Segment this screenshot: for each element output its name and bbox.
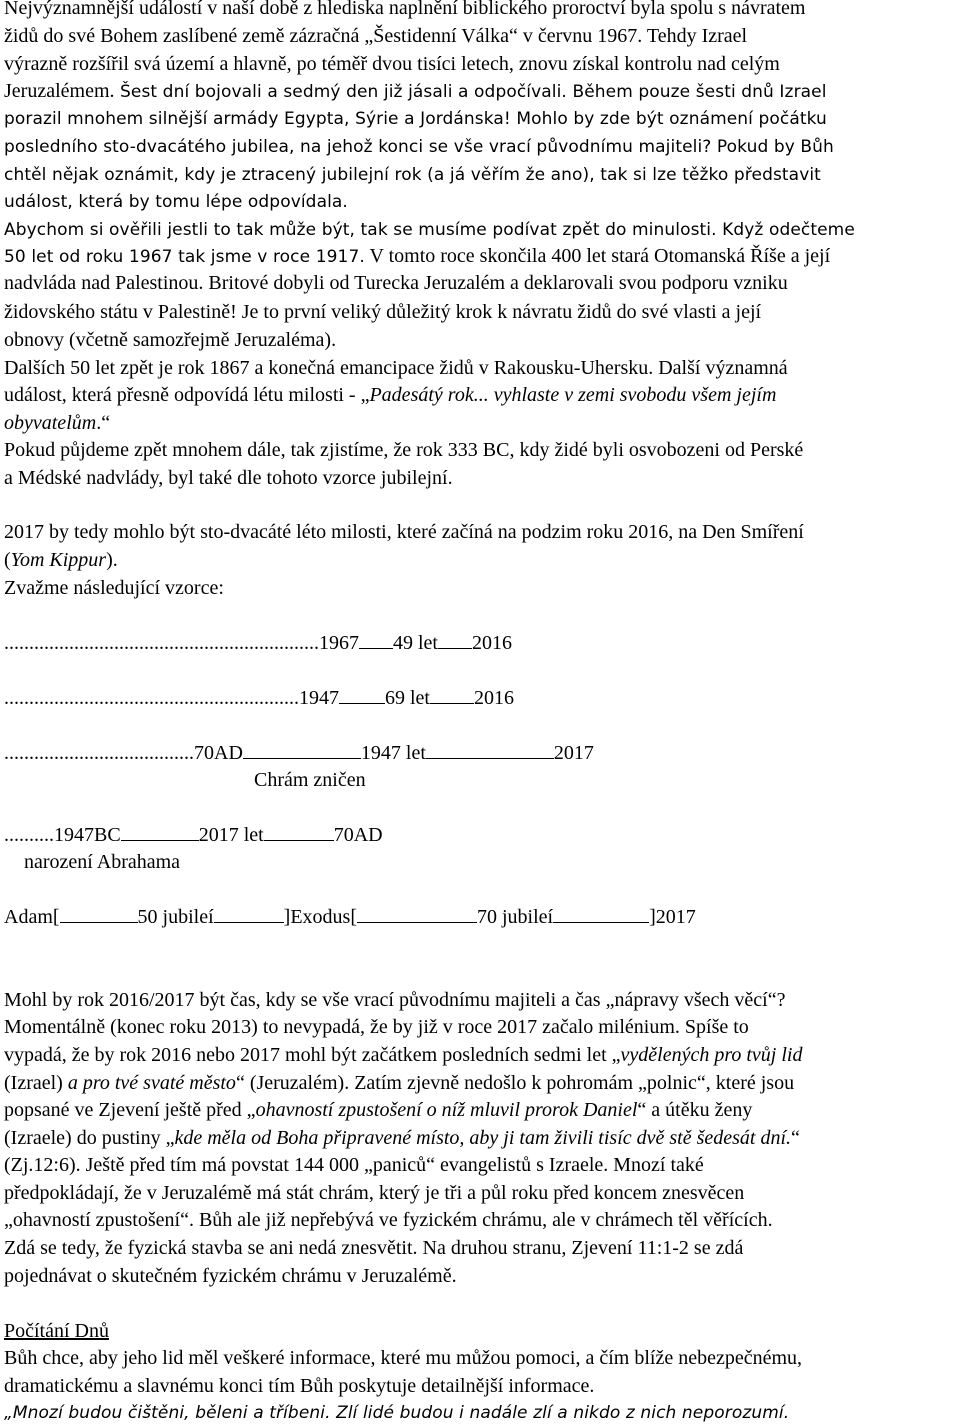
text-line: předpokládají, že v Jeruzalémě má stát chrám, který je tři a půl roku před koncem znesvěcen — [4, 1182, 745, 1204]
text-line: Zdá se tedy, že fyzická stavba se ani nedá znesvětit. Na druhou stranu, Zjevení 11:1-2 se zdá — [4, 1237, 744, 1259]
text-line: pojednávat o skutečném fyzickém chrámu v Jeruzalémě. — [4, 1265, 457, 1287]
text-line: 50 let od roku 1967 tak jsme v roce 1917. V tomto roce skončila 400 let stará Otomanská Říše a její — [4, 245, 831, 267]
text-line: Dalších 50 let zpět je rok 1867 a konečná emancipace židů v Rakousku-Uhersku. Další významná — [4, 357, 788, 379]
text-line: Jeruzalémem. Šest dní bojovali a sedmý den již jásali a odpočívali. Během pouze šesti dnů Izrael — [4, 80, 827, 102]
text-line: dramatickému a slavnému konci tím Bůh poskytuje detailnější informace. — [4, 1375, 595, 1397]
text-line: vypadá, že by rok 2016 nebo 2017 mohl být začátkem posledních sedmi let „vydělených pro tvůj lid — [4, 1044, 803, 1066]
text-line: „ohavností zpustošení“. Bůh ale již nepřebývá ve fyzickém chrámu, ale v chrámech těl věřících. — [4, 1209, 773, 1231]
text-line: posledního sto-dvacátého jubilea, na jehož konci se vše vrací původnímu majiteli? Pokud by Bůh — [4, 137, 834, 157]
text-line: Nejvýznamnější událostí v naší době z hlediska naplnění biblického proroctví byla spolu s návratem — [4, 0, 806, 19]
text-line: „Mnozí budou čištěni, běleni a tříbeni. Zlí lidé budou i nadále zlí a nikdo z nich neporozumí. — [4, 1403, 790, 1423]
text-line: židů do své Bohem zaslíbené země zázračná „Šestidenní Válka“ v červnu 1967. Tehdy Izrael — [4, 25, 748, 47]
text-line: Pokud půjdeme zpět mnohem dále, tak zjistíme, že rok 333 BC, kdy židé byli osvobozeni od Perské — [4, 439, 804, 461]
text-line: (Izrael) a pro tvé svaté město“ (Jeruzalém). Zatím zjevně nedošlo k pohromám „polnic“, které jsou — [4, 1072, 795, 1094]
text-line: chtěl nějak oznámit, kdy je ztracený jubilejní rok (a já věřím že ano), tak si lze těžko představit — [4, 165, 821, 185]
text-line: Bůh chce, aby jeho lid měl veškeré informace, které mu můžou pomoci, a čím blíže nebezpečnému, — [4, 1347, 803, 1369]
text-line: 2017 by tedy mohlo být sto-dvacáté léto milosti, které začíná na podzim roku 2016, na Den Smíření — [4, 521, 804, 543]
formula-line: ..........1947BC 2017 let 70AD — [4, 824, 383, 846]
text-line: (Izraele) do pustiny „kde měla od Boha připravené místo, aby ji tam živili tisíc dvě stě šedesát dní.“ — [4, 1127, 800, 1149]
text-line: popsané ve Zjevení ještě před „ohavností zpustošení o níž mluvil prorok Daniel“ a útěku ženy — [4, 1099, 753, 1121]
text-line: obnovy (včetně samozřejmě Jeruzaléma). — [4, 329, 337, 351]
text-line: a Médské nadvlády, byl také dle tohoto vzorce jubilejní. — [4, 467, 453, 489]
text-line: (Zj.12:6). Ještě před tím má povstat 144 000 „paniců“ evangelistů s Izraele. Mnozí také — [4, 1154, 704, 1176]
text-line: Abychom si ověřili jestli to tak může být, tak se musíme podívat zpět do minulosti. Když odečteme — [4, 220, 855, 240]
text-line: Mohl by rok 2016/2017 být čas, kdy se vše vrací původnímu majiteli a čas „nápravy všech věcí“? — [4, 989, 786, 1011]
section-heading: Počítání Dnů — [4, 1320, 109, 1342]
formula-line: ...............................................................1967 49 let 2016 — [4, 632, 512, 654]
formula-line: Adam[ 50 jubileí ]Exodus[ 70 jubileí ]2017 — [4, 906, 696, 928]
text-line: (Yom Kippur). — [4, 549, 118, 571]
text-line: výrazně rozšířil svá území a hlavně, po téměř dvou tisíci letech, znovu získal kontrolu nad celým — [4, 53, 780, 75]
text-line: událost, která by tomu lépe odpovídala. — [4, 192, 348, 212]
text-line: Zvažme následující vzorce: — [4, 577, 224, 599]
text-line: židovského státu v Palestině! Je to první veliký důležitý krok k návratu židů do své vlasti a její — [4, 301, 762, 323]
formula-note: Chrám zničen — [254, 769, 366, 791]
formula-note: narození Abrahama — [24, 851, 181, 873]
text-line: událost, která přesně odpovídá létu milosti - „Padesátý rok... vyhlaste v zemi svobodu všem jejím — [4, 384, 777, 406]
formula-line: ......................................70AD 1947 let 2017 — [4, 742, 594, 764]
formula-line: ...........................................................1947 69 let 2016 — [4, 687, 514, 709]
text-line: obyvatelům.“ — [4, 412, 111, 434]
text-line: porazil mnohem silnější armády Egypta, Sýrie a Jordánska! Mohlo by zde být oznámení počátku — [4, 109, 827, 129]
text-line: nadvláda nad Palestinou. Britové dobyli od Turecka Jeruzalém a deklarovali svou podporu vzniku — [4, 272, 788, 294]
text-line: Momentálně (konec roku 2013) to nevypadá, že by již v roce 2017 začalo milénium. Spíše to — [4, 1016, 749, 1038]
